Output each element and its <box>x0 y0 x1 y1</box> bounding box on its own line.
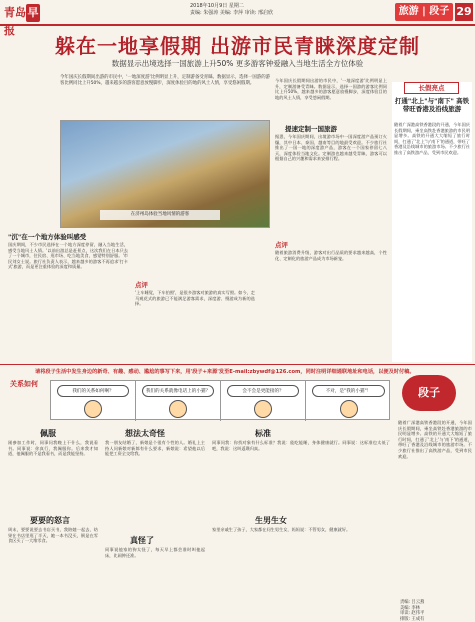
section-title-4: 点评 <box>275 240 288 249</box>
date-line: 2018年10月9日 星期二 <box>190 3 273 10</box>
right-column-text: 随着广深港高铁香港段的开通，今年国庆长假期间，乘坐高铁赴香港旅游的市民明显增多。高铁的开通大大缩短了旅行时间，打通了'北上'与'南下'的通道，带旺了香港及沿线城市的旅游市场。不少旅行社推出了高铁游产品，受到市民欢迎。 <box>398 420 472 595</box>
editor-line: 美编: 李林 <box>400 606 472 612</box>
joke-body-2: 我一朋友结婚了，新娘是个很有个性的人。婚礼上主持人问新娘对新郎有什么要求，新娘说：希望他以后能把工资全交给我。 <box>105 440 205 530</box>
sidebar-headline: 打通"北上"与"南下" 高铁带旺香港及沿线旅游 <box>392 97 472 113</box>
joke-body-5: 周末，要要说要去书店买书，我陪她一起去，结果在书店里逛了半天，她一本书没买，倒是在零食区买了一大堆零食。 <box>8 527 98 615</box>
comic-panel-1 <box>51 381 136 421</box>
newspaper-logo <box>4 4 48 22</box>
speech-bubble: 会不会是更能接的？ <box>227 385 299 397</box>
character-icon <box>254 400 272 418</box>
editor-line: 责编: 吕云燕 <box>400 600 472 606</box>
speech-bubble: 我们的关系如何啊？ <box>57 385 129 397</box>
comic-strip <box>50 380 390 420</box>
section-body-1: 国庆期间，不少市民选择在一个地方深度停留，融入当地生活，感受当地风土人情。'以前出游总是赶景点，这次我们在日本只去了一个城市，住民宿、逛市场、吃当地美食，感觉特别舒服。'市民刘女士说。旅行社负责人表示，越来越多的游客不再追求'打卡式'旅游，而是更注重体验的深度和质量。 <box>8 242 128 304</box>
logo-text: 青岛 <box>4 6 26 19</box>
character-icon <box>340 400 358 418</box>
joke-title-4: 生男生女 <box>255 515 287 526</box>
joke-title-1: 佩服 <box>40 428 56 439</box>
joke-body-3: 同事问我：你找对象有什么标准？我说：能吃能睡，身体健康就行。同事说：这标准也太低了吧，我说：这叫返璞归真。 <box>212 440 390 510</box>
comic-panel-4 <box>306 381 391 421</box>
divider <box>0 364 475 365</box>
subhead: 数据显示出境选择一国旅游上升50% 更多游客钟爱融入当地生活全方位体验 <box>10 58 465 69</box>
editor-line: 审读: 赵伟平 <box>400 611 472 617</box>
jokes-badge: 段子 <box>402 375 456 411</box>
joke-body-4: 家里亲戚生了孩子，大家都在问生男生女，妈妈说：不管男女，健康就好。 <box>212 527 390 615</box>
comic-panel-2 <box>136 381 221 421</box>
character-icon <box>84 400 102 418</box>
logo-box: 早 <box>26 4 40 22</box>
character-icon <box>169 400 187 418</box>
logo-tail: 报 <box>4 24 15 37</box>
section-title-3: 提速定制一国旅游 <box>285 124 337 133</box>
section-body-4: 随着旅游消费升级，游客对出行品质的要求越来越高，个性化、定制化的旅游产品成为市场新宠。 <box>275 250 387 360</box>
section-title-2: 点评 <box>135 280 148 289</box>
joke-title-6: 真怪了 <box>130 535 154 546</box>
col3-intro: 今年国庆长假期间出游的市民中，'一地深度游'比例明显上升，定制游备受青睐。数据显示，选择一国游的游客比例同比上升50%，越来越多的游客愿意放慢脚步，深度体验目的地的风土人情，享受悠闲假期。 <box>275 78 387 120</box>
section-body-3: 据悉，今年国庆期间，出境游市场中一国深度游产品预订火爆，其中日本、泰国、越南等目的地最受欢迎。不少旅行社推出了一国一地的深度游产品，游客在一个国家停留七八天，深度体验当地文化。定制游也越来越受青睐，游客可以根据自己的兴趣和需求来安排行程。 <box>275 134 387 234</box>
editor-line: 排版: 王成有 <box>400 617 472 622</box>
joke-title-2: 想法太奇怪 <box>125 428 165 439</box>
comic-panel-3 <box>221 381 306 421</box>
page-number: 29 <box>455 3 473 21</box>
lead-paragraph: 今年国庆长假期间出游的市民中，'一地深度游'比例明显上升，定制游备受青睐。数据显示，选择一国游的游客比例同比上升50%，越来越多的游客愿意放慢脚步，深度体验目的地的风土人情，享受悠闲假期。 <box>60 75 270 125</box>
joke-title-5: 要要的怒言 <box>30 515 70 526</box>
speech-bubble: 不对，是"我的小猫"！ <box>312 385 385 397</box>
submission-notice: 请将段子生活中发生身边的新奇、有趣、感动、尴尬的事写下来，用'段子+来源'发至E-mail:zbywdf@126.com，同时注明详细通联地址和电话，以便及时付稿。 <box>35 367 472 378</box>
speech-bubble: 我们的关系就像电话上的小猫？ <box>142 385 214 397</box>
joke-body-6: 同事说他家的狗太怪了，每天早上都会准时叫他起床，比闹钟还准。 <box>105 547 205 615</box>
joke-body-1: 刚参加工作时，同事问我晚上干什么，我说看书。同事说：你真行，我佩服你。后来我才知道，他佩服的不是我看书，而是我能坚持。 <box>8 440 98 510</box>
header-meta <box>190 3 273 17</box>
comic-tag: 关系如何 <box>10 380 40 420</box>
headline: 躲在一地享假期 出游市民青睐深度定制 <box>10 30 465 59</box>
section-title-1: "沉"在一个地方体验叫感受 <box>8 232 86 241</box>
joke-title-3: 标准 <box>255 428 271 439</box>
sidebar-title: 长假亮点 <box>404 82 459 94</box>
page-header <box>0 0 475 26</box>
editor-credits <box>400 600 472 622</box>
sidebar-body: 随着广深港高铁香港段的开通，今年国庆长假期间，乘坐高铁赴香港旅游的市民明显增多。高铁的开通大大缩短了旅行时间，打通了'北上'与'南下'的通道，带旺了香港及沿线城市的旅游市场。不少旅行社推出了高铁游产品，受到市民欢迎。 <box>394 122 470 360</box>
section-body-2: '上车睡觉，下车拍照'，是很多游客对旅游的真实写照。如今，走马观花式的旅游已不能满足游客需求，深度游、慢游成为新的选择。 <box>135 290 255 360</box>
section-label: 旅游 | 段子 <box>395 3 453 21</box>
photo-caption: 在济州岛体验当地风情的游客 <box>100 210 220 220</box>
staff-line: 责编: 朱强涛 美编: 李萍 审读: 邢启欣 <box>190 10 273 17</box>
